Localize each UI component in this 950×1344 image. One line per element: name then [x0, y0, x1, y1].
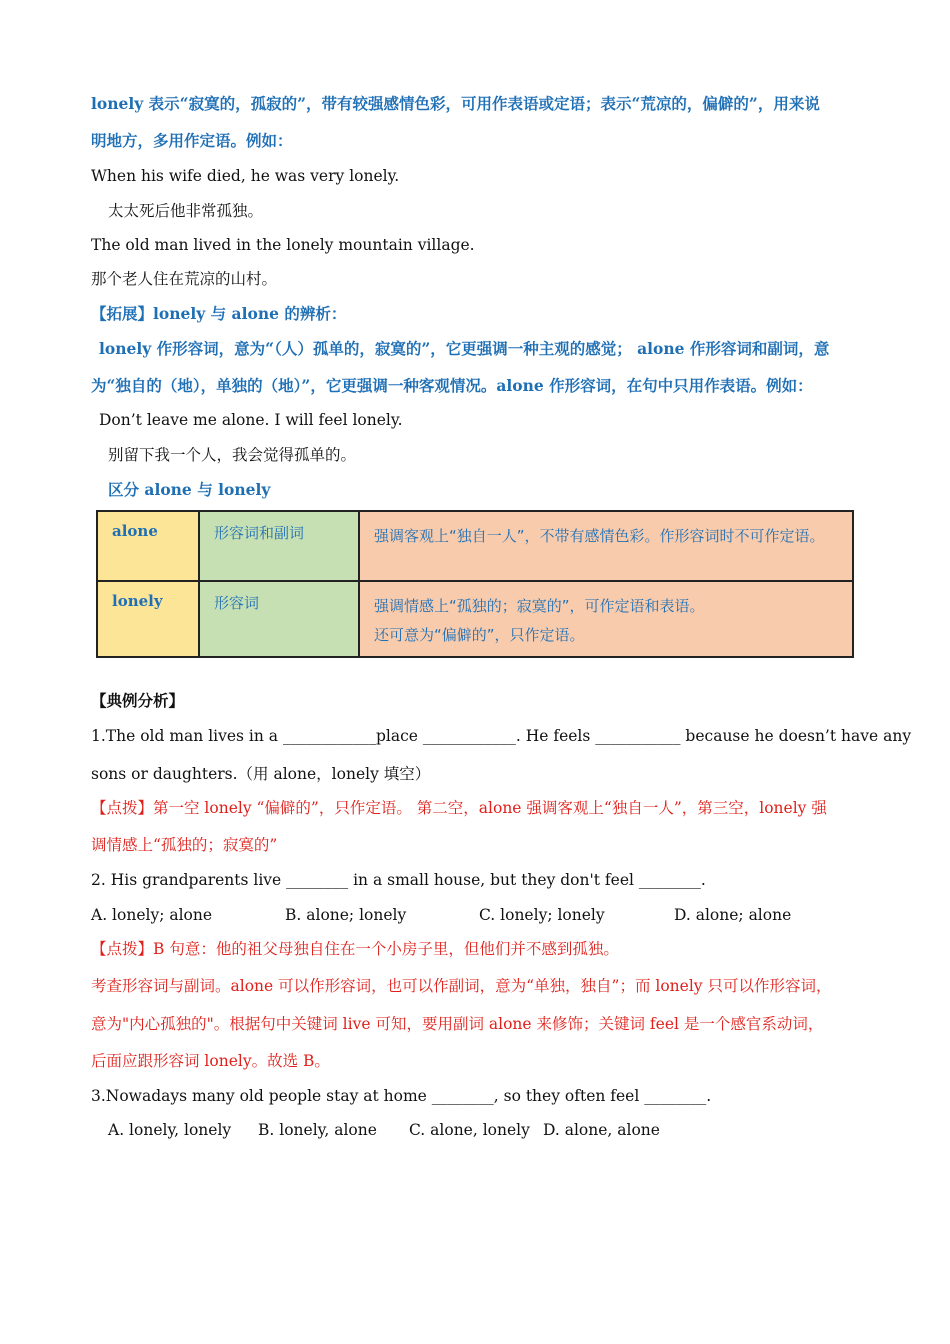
table-cell-word: lonely: [97, 581, 199, 657]
table-desc-line: 强调情感上“孤独的；寂寞的”，可作定语和表语。: [374, 597, 705, 615]
q3-option-d: D. alone, alone: [543, 1121, 660, 1139]
q2-stem: 2. His grandparents live ________ in a small house, but they don't feel ________.: [91, 871, 706, 889]
table-cell-pos: 形容词: [199, 581, 359, 657]
q3-option-b: B. lonely, alone: [258, 1121, 377, 1139]
example-1-en: When his wife died, he was very lonely.: [91, 167, 400, 185]
comparison-table: [96, 510, 854, 658]
extension-line-2: 为“独自的（地），单独的（地）”，它更强调一种客观情况。alone 作形容词，在句中只用作表语。例如：: [91, 376, 813, 395]
q2-tip-1: 【点拨】B 句意：他的祖父母独自住在一个小房子里，但他们并不感到孤独。: [91, 940, 619, 958]
table-cell-desc: [359, 511, 853, 581]
table-row: [97, 581, 853, 657]
table-desc-line: 强调客观上“独自一人”，不带有感情色彩。作形容词时不可作定语。: [374, 527, 825, 545]
q1-tip-2: 调情感上“孤独的；寂寞的”: [91, 836, 278, 854]
table-cell-pos: 形容词和副词: [199, 511, 359, 581]
q2-tip-2: 考查形容词与副词。alone 可以作形容词，也可以作副词，意为“单独，独自”；而 lonely 只可以作形容词，: [91, 977, 832, 995]
example-2-en: The old man lived in the lonely mountain village.: [91, 236, 475, 254]
example-1-cn: 太太死后他非常孤独。: [108, 202, 264, 220]
intro-line-1: lonely 表示“寂寞的，孤寂的”，带有较强感情色彩，可用作表语或定语；表示“荒凉的，偏僻的”，用来说: [91, 94, 820, 113]
extension-example-cn: 别留下我一个人，我会觉得孤单的。: [108, 446, 357, 464]
table-cell-desc: [359, 581, 853, 657]
q1-tip-1: 【点拨】第一空 lonely “偏僻的”，只作定语。 第二空，alone 强调客观上“独自一人”，第三空，lonely 强: [91, 799, 827, 817]
q2-option-d: D. alone; alone: [674, 906, 792, 924]
extension-heading: 【拓展】lonely 与 alone 的辨析：: [91, 304, 347, 323]
q2-tip-3: 意为"内心孤独的"。根据句中关键词 live 可知，要用副词 alone 来修饰；关键词 feel 是一个感官系动词，: [91, 1015, 824, 1033]
table-row: [97, 511, 853, 581]
q3-stem: 3.Nowadays many old people stay at home ________, so they often feel ________.: [91, 1087, 712, 1105]
q1-line-1: 1.The old man lives in a ____________place ____________. He feels ___________ because he doesn’t have any: [91, 727, 912, 745]
q2-option-c: C. lonely; lonely: [479, 906, 605, 924]
table-desc-line: 还可意为“偏僻的”，只作定语。: [374, 626, 585, 644]
q2-option-a: A. lonely; alone: [91, 906, 213, 924]
q3-option-c: C. alone, lonely: [409, 1121, 530, 1139]
extension-example-en: Don’t leave me alone. I will feel lonely.: [99, 411, 403, 429]
q1-line-2: sons or daughters.（用 alone，lonely 填空）: [91, 765, 431, 783]
q3-option-a: A. lonely, lonely: [108, 1121, 232, 1139]
example-2-cn: 那个老人住在荒凉的山村。: [91, 270, 278, 288]
intro-line-2: 明地方，多用作定语。例如：: [91, 131, 293, 150]
analysis-heading: 【典例分析】: [91, 692, 185, 710]
table-cell-word: alone: [97, 511, 199, 581]
extension-line-1: lonely 作形容词，意为“（人）孤单的，寂寞的”，它更强调一种主观的感觉； alone 作形容词和副词，意: [99, 339, 830, 358]
table-title: 区分 alone 与 lonely: [108, 480, 271, 499]
q2-tip-4: 后面应跟形容词 lonely。故选 B。: [91, 1052, 330, 1070]
q2-option-b: B. alone; lonely: [285, 906, 407, 924]
